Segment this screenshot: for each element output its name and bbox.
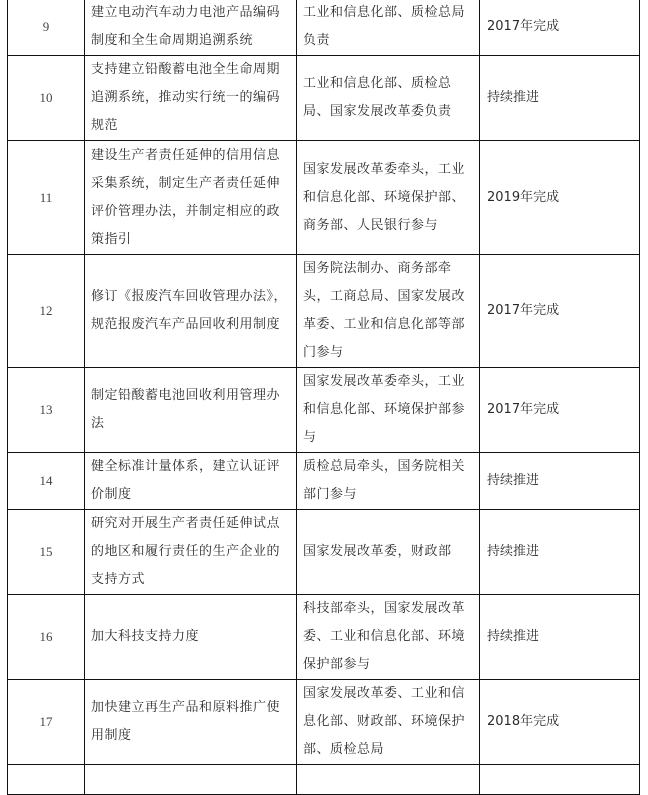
completion-time: 持续推进 [480, 453, 640, 510]
responsible-departments: 国务院法制办、商务部牵头，工商总局、国家发展改革委、工业和信息化部等部门参与 [297, 255, 480, 368]
row-number: 10 [8, 56, 85, 141]
table-row [8, 453, 640, 510]
responsible-departments: 质检总局牵头，国务院相关部门参与 [297, 453, 480, 510]
completion-time: 2019年完成 [480, 141, 640, 255]
table-row [8, 0, 640, 56]
completion-time: 2017年完成 [480, 368, 640, 453]
responsible-departments: 国家发展改革委牵头，工业和信息化部、环境保护部参与 [297, 368, 480, 453]
row-number: 16 [8, 595, 85, 680]
responsible-departments [297, 765, 480, 795]
row-number: 15 [8, 510, 85, 595]
table-row-partial [8, 765, 640, 795]
task-description: 加大科技支持力度 [85, 595, 297, 680]
responsible-departments: 工业和信息化部、质检总局负责 [297, 0, 480, 56]
row-number: 13 [8, 368, 85, 453]
task-description [85, 765, 297, 795]
task-description: 修订《报废汽车回收管理办法》，规范报废汽车产品回收利用制度 [85, 255, 297, 368]
policy-task-table-container [7, 0, 639, 795]
responsible-departments: 科技部牵头，国家发展改革委、工业和信息化部、环境保护部参与 [297, 595, 480, 680]
task-description: 支持建立铅酸蓄电池全生命周期追溯系统，推动实行统一的编码规范 [85, 56, 297, 141]
responsible-departments: 国家发展改革委牵头，工业和信息化部、环境保护部、商务部、人民银行参与 [297, 141, 480, 255]
task-description: 制定铅酸蓄电池回收利用管理办法 [85, 368, 297, 453]
completion-time: 2017年完成 [480, 255, 640, 368]
row-number: 12 [8, 255, 85, 368]
table-row [8, 141, 640, 255]
responsible-departments: 国家发展改革委，财政部 [297, 510, 480, 595]
responsible-departments: 工业和信息化部、质检总局、国家发展改革委负责 [297, 56, 480, 141]
row-number [8, 765, 85, 795]
task-description: 建设生产者责任延伸的信用信息采集系统，制定生产者责任延伸评价管理办法，并制定相应的政策指引 [85, 141, 297, 255]
table-row [8, 510, 640, 595]
table-row [8, 56, 640, 141]
task-description: 研究对开展生产者责任延伸试点的地区和履行责任的生产企业的支持方式 [85, 510, 297, 595]
completion-time: 持续推进 [480, 510, 640, 595]
completion-time: 持续推进 [480, 595, 640, 680]
task-description: 加快建立再生产品和原料推广使用制度 [85, 680, 297, 765]
table-row [8, 368, 640, 453]
task-description: 健全标准计量体系，建立认证评价制度 [85, 453, 297, 510]
table-row [8, 595, 640, 680]
task-description: 建立电动汽车动力电池产品编码制度和全生命周期追溯系统 [85, 0, 297, 56]
table-row [8, 680, 640, 765]
row-number: 17 [8, 680, 85, 765]
completion-time: 2018年完成 [480, 680, 640, 765]
table-row [8, 255, 640, 368]
row-number: 11 [8, 141, 85, 255]
completion-time [480, 765, 640, 795]
policy-task-table [7, 0, 640, 795]
responsible-departments: 国家发展改革委、工业和信息化部、财政部、环境保护部、质检总局 [297, 680, 480, 765]
row-number: 14 [8, 453, 85, 510]
completion-time: 持续推进 [480, 56, 640, 141]
completion-time: 2017年完成 [480, 0, 640, 56]
row-number: 9 [8, 0, 85, 56]
